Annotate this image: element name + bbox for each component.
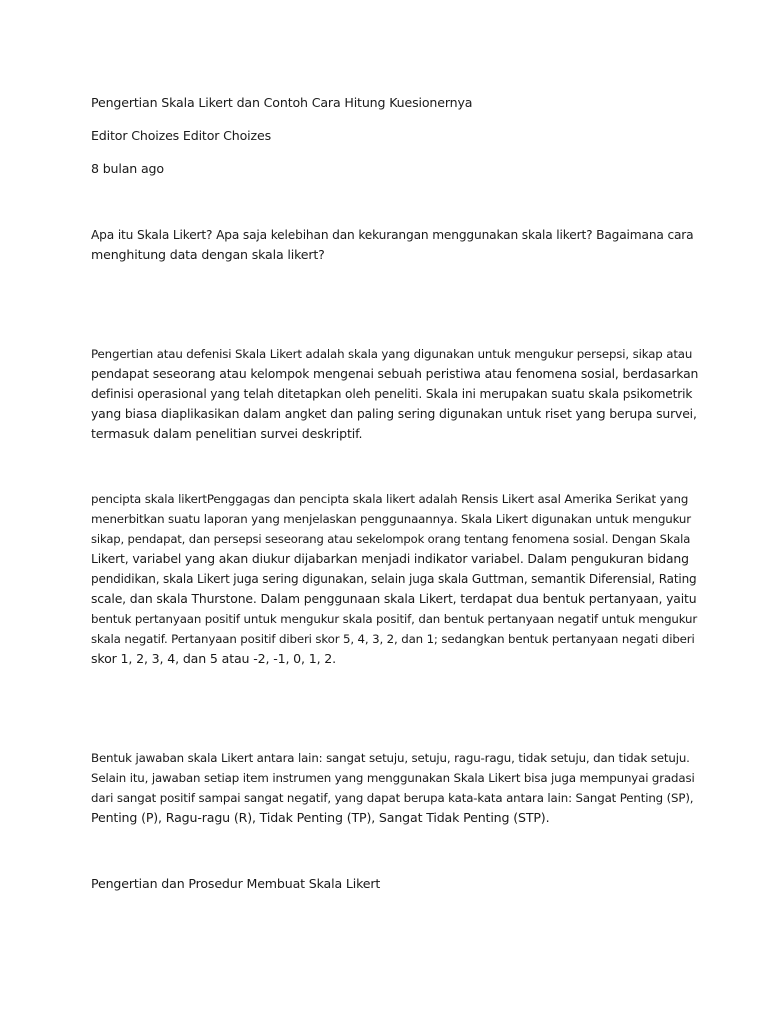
intro-line: Apa itu Skala Likert? Apa saja kelebihan dan kekurangan menggunakan skala likert? Bagaimana cara: [91, 228, 694, 242]
paragraph-1-line: yang biasa diaplikasikan dalam angket dan paling sering digunakan untuk riset yang berupa survei,: [91, 406, 697, 421]
paragraph-1-line: definisi operasional yang telah ditetapkan oleh peneliti. Skala ini merupakan suatu skala psikometrik: [91, 387, 693, 401]
document-title: Pengertian Skala Likert dan Contoh Cara Hitung Kuesionernya: [91, 95, 473, 110]
paragraph-1-line: pendapat seseorang atau kelompok mengenai sebuah peristiwa atau fenomena sosial, berdasarkan: [91, 366, 699, 381]
paragraph-1-line: Pengertian atau defenisi Skala Likert adalah skala yang digunakan untuk mengukur persepsi, sikap atau: [91, 347, 693, 361]
paragraph-2-line: bentuk pertanyaan positif untuk mengukur skala positif, dan bentuk pertanyaan negatif untuk mengukur: [91, 612, 698, 626]
paragraph-2-line: sikap, pendapat, dan persepsi seseorang atau sekelompok orang tentang fenomena sosial. Dengan Skala: [91, 532, 691, 546]
intro-line: menghitung data dengan skala likert?: [91, 247, 325, 262]
paragraph-3-line: Penting (P), Ragu-ragu (R), Tidak Penting (TP), Sangat Tidak Penting (STP).: [91, 810, 550, 825]
paragraph-2-line: menerbitkan suatu laporan yang menjelaskan penggunaannya. Skala Likert digunakan untuk mengukur: [91, 512, 691, 526]
paragraph-2-line: scale, dan skala Thurstone. Dalam penggunaan skala Likert, terdapat dua bentuk pertanyaan, yaitu: [91, 591, 697, 606]
author-line: Editor Choizes Editor Choizes: [91, 128, 271, 143]
paragraph-2-line: skor 1, 2, 3, 4, dan 5 atau -2, -1, 0, 1, 2.: [91, 651, 337, 666]
paragraph-2-line: skala negatif. Pertanyaan positif diberi skor 5, 4, 3, 2, dan 1; sedangkan bentuk pertanyaan negati diberi: [91, 632, 695, 646]
section-heading: Pengertian dan Prosedur Membuat Skala Likert: [91, 876, 381, 891]
paragraph-2-line: pencipta skala likertPenggagas dan pencipta skala likert adalah Rensis Likert asal Amerika Serikat yang: [91, 492, 689, 506]
paragraph-3-line: Bentuk jawaban skala Likert antara lain: sangat setuju, setuju, ragu-ragu, tidak setuju, dan tidak setuju.: [91, 751, 690, 765]
paragraph-1-line: termasuk dalam penelitian survei deskriptif.: [91, 426, 363, 441]
date-line: 8 bulan ago: [91, 161, 164, 176]
paragraph-3-line: dari sangat positif sampai sangat negatif, yang dapat berupa kata-kata antara lain: Sangat Penting (SP),: [91, 791, 694, 805]
paragraph-2-line: Likert, variabel yang akan diukur dijabarkan menjadi indikator variabel. Dalam pengukuran bidang: [91, 551, 689, 566]
paragraph-2-line: pendidikan, skala Likert juga sering digunakan, selain juga skala Guttman, semantik Diferensial, Rating: [91, 572, 697, 586]
paragraph-3-line: Selain itu, jawaban setiap item instrumen yang menggunakan Skala Likert bisa juga mempunyai gradasi: [91, 771, 695, 785]
